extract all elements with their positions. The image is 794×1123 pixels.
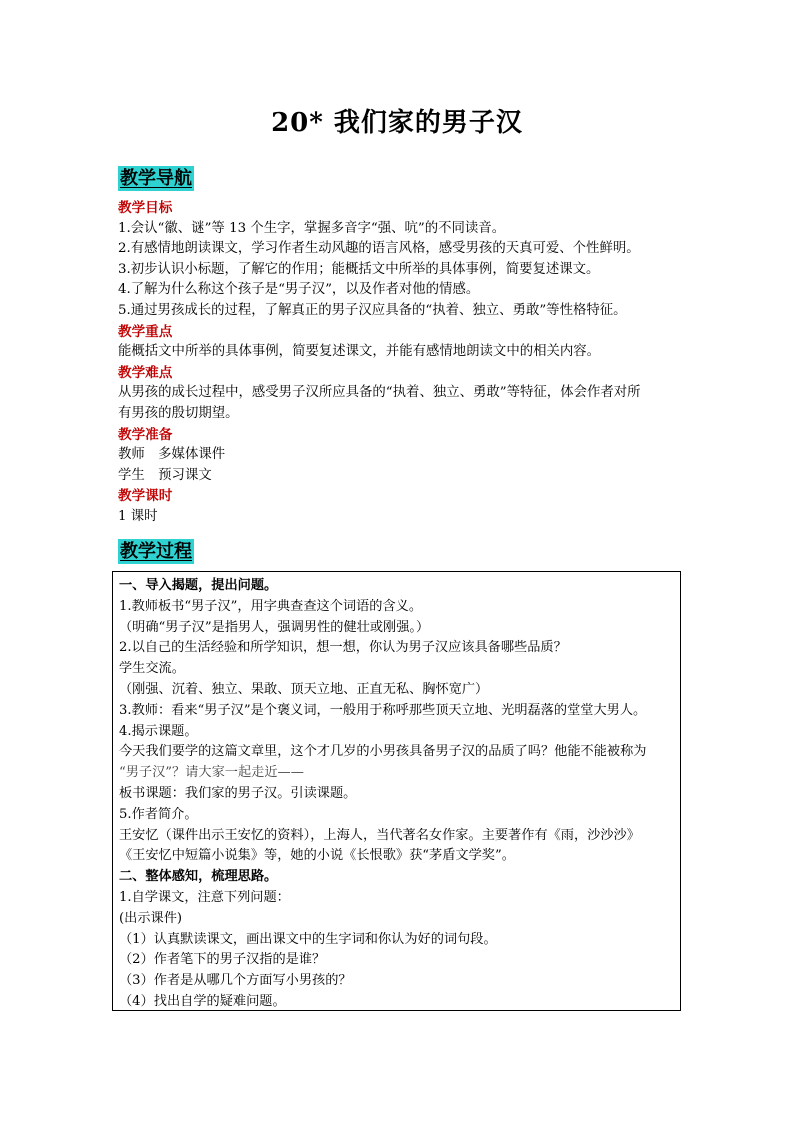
text-line: 学生交流。 [119, 661, 185, 677]
text-line: 1 课时 [118, 508, 158, 524]
section-tag-guide: 教学导航 [120, 168, 192, 189]
text-line: （4）找出自学的疑难问题。 [119, 993, 286, 1009]
text-line: 有男孩的殷切期望。 [118, 405, 239, 421]
teaching-process-box [112, 571, 681, 1011]
text-line: 从男孩的成长过程中，感受男子汉所应具备的“执着、独立、勇敢”等特征，体会作者对所 [118, 385, 641, 401]
text-line: 今天我们要学的这篇文章里，这个才几岁的小男孩具备男子汉的品质了吗？他能不能被称为 [119, 744, 647, 760]
section-tag-process: 教学过程 [120, 541, 192, 562]
step-heading: 一、导入揭题，提出问题。 [119, 578, 278, 593]
text-line: 1.自学课文，注意下列问题： [119, 889, 290, 905]
text-line: 2.以自己的生活经验和所学知识，想一想，你认为男子汉应该具备哪些品质？ [119, 640, 567, 656]
section-heading: 教学难点 [118, 364, 173, 381]
text-line: 学生 预习课文 [118, 467, 212, 483]
section-heading: 教学重点 [118, 323, 173, 340]
text-line: 1.教师板书“男子汉”，用字典查查这个词语的含义。 [119, 598, 423, 614]
step-heading: 二、整体感知，梳理思路。 [119, 869, 278, 885]
text-line: （明确“男子汉”是指男人，强调男性的健壮或刚强。） [119, 619, 430, 635]
text-line: 3.教师：看来“男子汉”是个褒义词，一般用于称呼那些顶天立地、光明磊落的堂堂大男人。 [119, 702, 647, 718]
text-line: 5.作者简介。 [119, 806, 198, 822]
text-line: （1）认真默读课文，画出课文中的生字词和你认为好的词句段。 [119, 931, 497, 947]
teaching-guide-content [118, 198, 688, 528]
text-line: 4.揭示课题。 [119, 723, 198, 739]
text-line: (出示课件) [119, 910, 183, 926]
page-title: 20* 我们家的男子汉 [271, 108, 523, 138]
text-line: （刚强、沉着、独立、果敢、顶天立地、正直无私、胸怀宽广） [119, 681, 489, 697]
text-line: 5.通过男孩成长的过程，了解真正的男子汉应具备的“执着、独立、勇敢”等性格特征。 [118, 302, 627, 318]
text-line: 板书课题：我们家的男子汉。引读课题。 [119, 785, 357, 801]
section-heading: 教学准备 [118, 426, 173, 443]
text-line: 3.初步认识小标题，了解它的作用；能概括文中所举的具体事例，简要复述课文。 [118, 261, 600, 277]
text-line: 教师 多媒体课件 [118, 447, 226, 463]
text-line: 《王安忆中短篇小说集》等，她的小说《长恨歌》获“茅盾文学奖”。 [119, 848, 515, 864]
text-line: 4.了解为什么称这个孩子是“男子汉”，以及作者对他的情感。 [118, 282, 480, 298]
section-heading: 教学课时 [118, 488, 173, 505]
section-heading: 教学目标 [118, 200, 173, 216]
text-line: 1.会认“徽、谜”等 13 个生字，掌握多音字“强、吭”的不同读音。 [118, 220, 506, 236]
text-line: “男子汉”？请大家一起走近—— [119, 765, 304, 781]
text-line: （3）作者是从哪几个方面写小男孩的？ [119, 973, 352, 989]
text-line: （2）作者笔下的男子汉指的是谁？ [119, 952, 326, 968]
text-line: 2.有感情地朗读课文，学习作者生动风趣的语言风格，感受男孩的天真可爱、个性鲜明。 [118, 241, 640, 257]
text-line: 能概括文中所举的具体事例，简要复述课文，并能有感情地朗读文中的相关内容。 [118, 344, 601, 360]
text-line: 王安忆（课件出示王安忆的资料），上海人，当代著名女作家。主要著作有《雨，沙沙沙》 [119, 827, 640, 843]
